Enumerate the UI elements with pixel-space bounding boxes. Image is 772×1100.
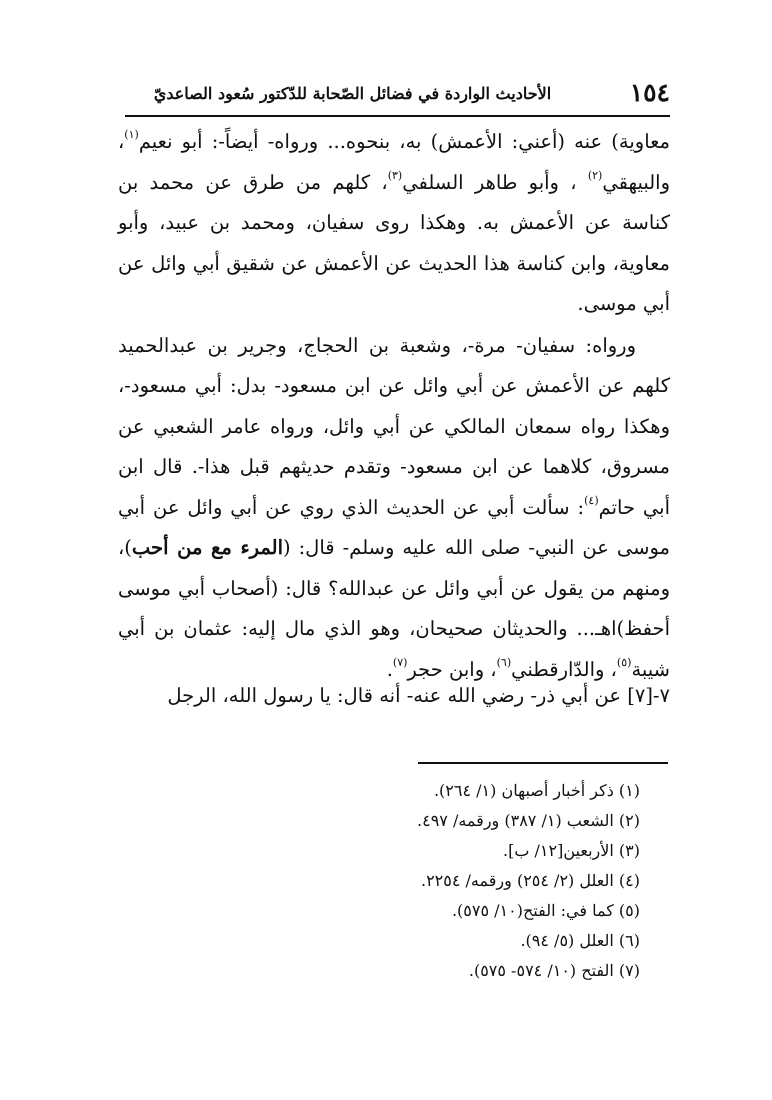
footnote-ref-4[interactable]: (٤) — [584, 493, 599, 507]
footnote-1: (١) ذكر أخبار أصبهان (١/ ٢٦٤). — [433, 781, 640, 800]
footnote-2: (٢) الشعب (١/ ٣٨٧) ورقمه/ ٤٩٧. — [417, 811, 640, 830]
paragraph-2-text-3: )، ومنهم من يقول عن أبي وائل عن عبدالله؟ قال: (أصحاب أبي موسى أحفظ)اهـ... والحديثان صحيحان، وهو الذي مال إليه: عثمان بن أبي شيبة — [118, 536, 670, 681]
paragraph-1-text-1: معاوية) عنه (أعني: الأعمش) به، بنحوه... ورواه- أيضاً-: أبو نعيم — [138, 130, 670, 153]
hadith-heading-line: ٧-[٧] عن أبي ذر- رضي الله عنه- أنه قال: يا رسول الله، الرجل — [167, 684, 670, 707]
paragraph-2-text-1: ورواه: سفيان- مرة-، وشعبة بن الحجاج، وجرير بن عبدالحميد كلهم عن الأعمش عن أبي وائل عن ابن مسعود- بدل: أبي مسعود-، وهكذا رواه سمعان المالكي عن أبي وائل، ورواه عامر الشعبي عن مسروق، كلاهما عن ابن مسعود- وتقدم حديثهم قبل هذا-. قال ابن أبي حاتم — [118, 333, 670, 519]
paragraph-2-text-5: ، وابن حجر — [407, 657, 497, 681]
header-rule — [125, 115, 670, 117]
footnote-separator — [418, 762, 668, 764]
paragraph-2-text-6: . — [386, 657, 393, 681]
footnote-5: (٥) كما في: الفتح(١٠/ ٥٧٥). — [451, 901, 640, 920]
paragraph-2 — [118, 326, 670, 691]
footnote-ref-6[interactable]: (٦) — [496, 655, 512, 669]
page-number: ١٥٤ — [629, 78, 670, 107]
footnote-3: (٣) الأربعين[١٢/ ب]. — [503, 841, 640, 860]
paragraph-1-text-3: ، وأبو طاهر السلفي — [402, 170, 588, 194]
footnote-ref-3[interactable]: (٣) — [387, 168, 403, 182]
paragraph-1-text-4: ، كلهم من طرق عن محمد بن كناسة عن الأعمش به. وهكذا روى سفيان، ومحمد بن عبيد، وأبو معاوية، وابن كناسة هذا الحديث عن الأعمش عن شقيق أبي وائل عن أبي موسى. — [118, 170, 670, 315]
footnote-4: (٤) العلل (٢/ ٢٥٤) ورقمه/ ٢٢٥٤. — [420, 871, 640, 890]
footnote-ref-1[interactable]: (١) — [124, 128, 139, 141]
page-header — [125, 78, 670, 110]
footnote-7: (٧) الفتح (١٠/ ٥٧٤- ٥٧٥). — [468, 961, 640, 980]
footnote-6: (٦) العلل (٥/ ٩٤). — [520, 931, 640, 950]
footnote-ref-2[interactable]: (٢) — [587, 168, 603, 182]
footnote-ref-5[interactable]: (٥) — [616, 655, 632, 669]
main-text — [118, 122, 670, 690]
paragraph-1 — [118, 122, 670, 325]
paragraph-1-text-2: ، والبيهقي — [118, 130, 670, 194]
running-title: الأحاديث الواردة في فضائل الصّحابة للدّكتور سُعود الصاعديّ — [153, 84, 552, 103]
footnote-ref-7[interactable]: (٧) — [392, 655, 408, 669]
hadith-quote: المرء مع من أحب — [131, 536, 283, 559]
footnotes-list — [417, 776, 640, 986]
paragraph-2-text-4: ، والدّارقطني — [511, 657, 617, 681]
paragraph-2-text-2: : سألت أبي عن الحديث الذي روي عن أبي وائل عن أبي موسى عن النبي- صلى الله عليه وسلم- قال: ( — [118, 495, 670, 559]
